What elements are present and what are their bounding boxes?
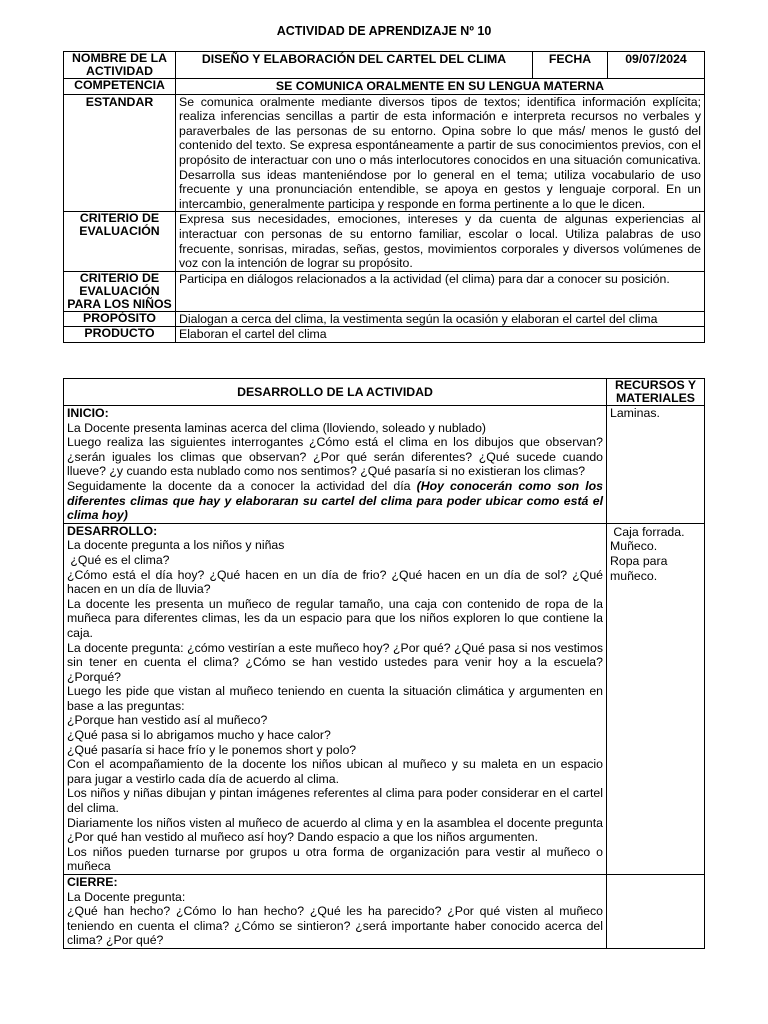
desarrollo-line: La docente pregunta: ¿cómo vestirían a este muñeco hoy? ¿Por qué? ¿Qué pasa si nos vestimos sin tener en cuenta el clima? ¿Cómo se han vestido ustedes para venir hoy a la escuela? ¿Porqué? [67,640,603,684]
row-estandar [64,94,705,212]
estandar-value: Se comunica oralmente mediante diversos tipos de textos; identifica información explícita; realiza inferencias sencillas a partir de esta información e interpreta recursos no verbales y paraverbales de las personas de su entorno. Opina sobre lo que más/ menos le gustó del contenido del texto. Se expresa espontáneamente a partir de sus conocimientos previos, con el propósito de interactuar con uno o más interlocutores conocidos en una situación comunicativa. Desarrolla sus ideas manteniéndose por lo general en el tema; utiliza vocabulario de uso frecuente y una pronunciación entendible, se apoya en gestos y lenguaje corporal. En un intercambio, generalmente participa y responde en forma pertinente a lo que le dicen. [176,94,705,212]
inicio-resources: Laminas. [607,406,705,524]
activity-header-table [63,51,705,343]
proposito-label: PROPÓSITO [64,311,176,327]
document-title: ACTIVIDAD DE APRENDIZAJE Nº 10 [276,24,492,38]
proposito-value: Dialogan a cerca del clima, la vestimenta según la ocasión y elaboran el cartel del clima [176,311,705,327]
competencia-value: SE COMUNICA ORALMENTE EN SU LENGUA MATERNA [176,79,705,95]
row-criterio-ninos [64,271,705,311]
criterio-ninos-value: Participa en diálogos relacionados a la actividad (el clima) para dar a conocer su posición. [176,271,705,311]
desarrollo-line: Los niños pueden turnarse por grupos u otra forma de organización para vestir al muñeco o muñeca [67,844,603,874]
row-producto [64,327,705,343]
row-nombre [64,52,705,79]
resource-item: Caja forrada. [610,524,685,539]
desarrollo-line: Con el acompañamiento de la docente los niños ubican al muñeco y su maleta en un espacio para jugar a vestirlo cada día de acuerdo al clima. [67,757,603,786]
desarrollo-line: La docente pregunta a los niños y niñas [67,538,285,553]
desarrollo-cell [64,523,607,874]
row-proposito [64,311,705,327]
inicio-text-3-start: Seguidamente la docente da a conocer la actividad del día [67,478,417,493]
criterio-label: CRITERIO DE EVALUACIÓN [64,212,176,271]
desarrollo-resources [607,523,705,874]
desarrollo-line: Los niños y niñas dibujan y pintan imágenes referentes al clima para poder considerar en el cartel del clima. [67,786,603,816]
row-competencia [64,79,705,95]
producto-value: Elaboran el cartel del clima [176,327,705,343]
desarrollo-line: Diariamente los niños visten al muñeco de acuerdo al clima y en la asamblea el docente pregunta ¿Por qué han vestido al muñeco así hoy? Dando espacio a que los niños argumenten. [67,815,603,845]
desarrollo-line: Luego les pide que vistan al muñeco teniendo en cuenta la situación climática y argumenten en base a las preguntas: [67,684,603,713]
row-inicio [64,406,705,524]
desarrollo-line: La docente les presenta un muñeco de regular tamaño, una caja con contenido de ropa de la muñeca para diferentes climas, les da un espacio para que los niños exploren lo que contiene la caja. [67,596,603,640]
cierre-cell [64,875,607,949]
inicio-text-3-emphasis: (Hoy conocerán como son los diferentes climas que hay y elaboraran su cartel del clima para poder ubicar como está el clima hoy) [67,478,603,523]
desarrollo-line: ¿Qué pasa si lo abrigamos mucho y hace calor? [67,728,331,743]
cierre-text-1: La Docente pregunta: [67,889,186,904]
criterio-value: Expresa sus necesidades, emociones, intereses y da cuenta de algunas experiencias al interactuar con personas de su entorno familiar, escolar o local. Utiliza palabras de uso frecuente, sonrisas, miradas, señas, gestos, movimientos corporales y diversos volúmenes de voz con la intención de lograr su propósito. [176,212,705,271]
desarrollo-line: ¿Cómo está el día hoy? ¿Qué hacen en un día de frio? ¿Qué hacen en un día de sol? ¿Qué hacen en un día de lluvia? [67,567,603,597]
desarrollo-line: ¿Qué es el clima? [67,552,170,567]
desarrollo-heading: DESARROLLO: [67,523,158,538]
criterio-ninos-label: CRITERIO DE EVALUACIÓN PARA LOS NIÑOS [64,271,176,311]
resources-heading: RECURSOS Y MATERIALES [607,379,705,406]
resource-item: Muñeco. [610,539,658,554]
cierre-heading: CIERRE: [67,875,118,889]
producto-label: PRODUCTO [64,327,176,343]
competencia-label: COMPETENCIA [64,79,176,95]
row-criterio [64,212,705,271]
cierre-text-2: ¿Qué han hecho? ¿Cómo lo han hecho? ¿Qué les ha parecido? ¿Por qué visten al muñeco teniendo en cuenta el clima? ¿Cómo se sintieron? ¿será importante haber conocido acerca del clima? ¿Por qué? [67,904,603,948]
estandar-label: ESTANDAR [64,94,176,212]
desarrollo-line: ¿Porque han vestido así al muñeco? [67,713,268,728]
development-heading: DESARROLLO DE LA ACTIVIDAD [64,379,607,406]
inicio-text-3 [67,479,603,523]
activity-development-table [63,378,705,949]
inicio-text-1: La Docente presenta laminas acerca del clima (lloviendo, soleado y nublado) [67,420,487,435]
fecha-label: FECHA [533,52,608,79]
resource-item: Ropa para muñeco. [610,553,668,583]
cierre-resources [607,875,705,949]
row-desarrollo [64,523,705,874]
row-activity-headings [64,379,705,406]
inicio-heading: INICIO: [67,406,109,420]
row-cierre [64,875,705,949]
desarrollo-line: ¿Qué pasaría si hace frío y le ponemos short y polo? [67,742,357,757]
inicio-cell [64,406,607,524]
nombre-value: DISEÑO Y ELABORACIÓN DEL CARTEL DEL CLIMA [176,52,533,79]
inicio-text-2: Luego realiza las siguientes interrogantes ¿Cómo está el clima en los dibujos que observan? ¿serán iguales los climas que observan? ¿Por qué serán diferentes? ¿Qué sucede cuando llueve? ¿y cuando esta nublado como nos sentimos? ¿Qué pasaría si no existieran los climas? [67,435,603,479]
fecha-value: 09/07/2024 [608,52,705,79]
nombre-label: NOMBRE DE LA ACTIVIDAD [64,52,176,79]
